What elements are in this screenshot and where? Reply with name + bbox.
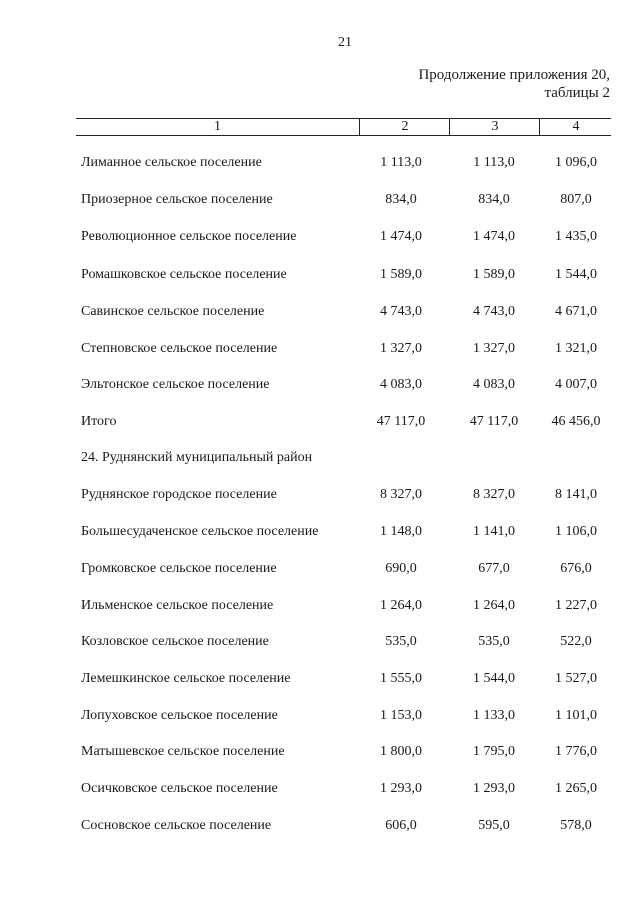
table-row [0,521,640,543]
row-value-col-4: 578,0 [560,818,592,833]
row-value-col-2: 1 293,0 [380,781,422,796]
row-value-col-4: 1 096,0 [555,155,597,170]
row-value-col-3: 1 133,0 [473,708,515,723]
table-row [0,668,640,690]
row-value-col-2: 535,0 [385,634,417,649]
table-row-total [0,411,640,433]
row-value-col-3: 1 264,0 [473,598,515,613]
row-name: Савинское сельское поселение [81,304,265,319]
row-name: Ильменское сельское поселение [81,598,274,613]
row-value-col-2: 690,0 [385,561,417,576]
header-col-3: 3 [449,119,540,135]
table-row [0,152,640,174]
row-value-col-4: 8 141,0 [555,487,597,502]
continuation-line-2: таблицы 2 [544,85,610,101]
table-row [0,226,640,248]
row-name: Эльтонское сельское поселение [81,377,270,392]
section-title: 24. Руднянский муниципальный район [81,450,313,465]
row-value-col-3: 1 544,0 [473,671,515,686]
row-name: Степновское сельское поселение [81,341,278,356]
row-value-col-4: 1 227,0 [555,598,597,613]
row-value-col-3: 1 293,0 [473,781,515,796]
row-value-col-4: 676,0 [560,561,592,576]
row-value-col-2: 1 148,0 [380,524,422,539]
row-value-col-4: 1 527,0 [555,671,597,686]
table-row [0,189,640,211]
row-name: Итого [81,414,117,429]
row-name: Осичковское сельское поселение [81,781,278,796]
table-row [0,558,640,580]
table-row [0,484,640,506]
row-value-col-2: 834,0 [385,192,417,207]
row-value-col-3: 1 113,0 [473,155,515,170]
row-value-col-4: 4 007,0 [555,377,597,392]
table-row [0,374,640,396]
row-value-col-4: 1 435,0 [555,229,597,244]
row-name: Сосновское сельское поселение [81,818,272,833]
row-value-col-2: 1 589,0 [380,267,422,282]
row-value-col-2: 1 474,0 [380,229,422,244]
row-name: Руднянское городское поселение [81,487,277,502]
table-row [0,741,640,763]
row-name: Матышевское сельское поселение [81,744,285,759]
row-value-col-3: 4 743,0 [473,304,515,319]
row-value-col-3: 47 117,0 [469,414,519,429]
row-value-col-2: 8 327,0 [380,487,422,502]
row-value-col-2: 1 113,0 [380,155,422,170]
continuation-line-1: Продолжение приложения 20, [418,67,610,83]
table-row [0,595,640,617]
table-row [0,815,640,837]
header-col-2: 2 [359,119,450,135]
row-value-col-3: 677,0 [478,561,510,576]
row-value-col-4: 1 544,0 [555,267,597,282]
row-value-col-3: 1 589,0 [473,267,515,282]
table-row [0,301,640,323]
row-value-col-3: 1 795,0 [473,744,515,759]
section-heading [0,447,640,469]
row-value-col-3: 535,0 [478,634,510,649]
row-value-col-2: 1 153,0 [380,708,422,723]
row-value-col-2: 4 743,0 [380,304,422,319]
row-value-col-2: 606,0 [385,818,417,833]
row-value-col-2: 1 327,0 [380,341,422,356]
row-name: Лопуховское сельское поселение [81,708,278,723]
row-value-col-4: 1 101,0 [555,708,597,723]
row-value-col-4: 1 321,0 [555,341,597,356]
row-value-col-2: 47 117,0 [376,414,426,429]
row-value-col-3: 1 141,0 [473,524,515,539]
header-col-1: 1 [214,119,221,134]
row-value-col-2: 1 800,0 [380,744,422,759]
row-value-col-4: 1 776,0 [555,744,597,759]
row-value-col-2: 1 555,0 [380,671,422,686]
page-number: 21 [338,35,352,50]
table-row [0,778,640,800]
row-value-col-4: 807,0 [560,192,592,207]
header-col-4: 4 [539,119,612,135]
table-row [0,264,640,286]
row-name: Лемешкинское сельское поселение [81,671,291,686]
row-value-col-4: 522,0 [560,634,592,649]
row-value-col-4: 4 671,0 [555,304,597,319]
row-value-col-3: 8 327,0 [473,487,515,502]
table-row [0,338,640,360]
row-name: Ромашковское сельское поселение [81,267,287,282]
row-name: Приозерное сельское поселение [81,192,273,207]
row-value-col-2: 1 264,0 [380,598,422,613]
row-value-col-4: 1 265,0 [555,781,597,796]
table-row [0,705,640,727]
row-value-col-3: 595,0 [478,818,510,833]
row-name: Революционное сельское поселение [81,229,297,244]
row-name: Большесудаченское сельское поселение [81,524,319,539]
row-name: Козловское сельское поселение [81,634,269,649]
row-value-col-3: 1 327,0 [473,341,515,356]
row-value-col-2: 4 083,0 [380,377,422,392]
row-name: Громковское сельское поселение [81,561,277,576]
row-value-col-3: 4 083,0 [473,377,515,392]
row-value-col-3: 1 474,0 [473,229,515,244]
row-value-col-4: 46 456,0 [551,414,601,429]
row-name: Лиманное сельское поселение [81,155,262,170]
row-value-col-4: 1 106,0 [555,524,597,539]
row-value-col-3: 834,0 [478,192,510,207]
table-row [0,631,640,653]
